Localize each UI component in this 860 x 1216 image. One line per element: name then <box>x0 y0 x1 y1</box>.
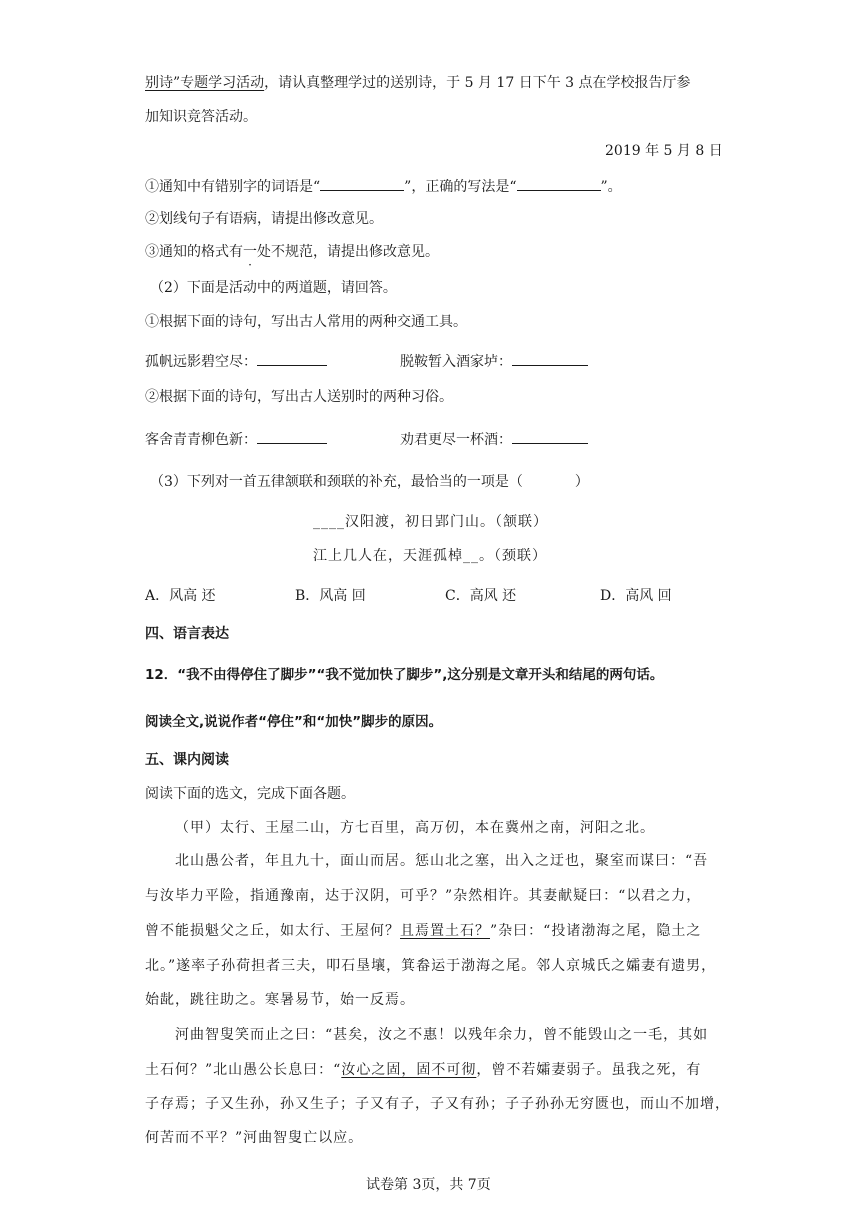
emphasis-dot-char: 一 <box>243 244 257 260</box>
section-5-title: 五、课内阅读 <box>145 752 229 768</box>
notice-date: 2019 年 5 月 8 日 <box>605 143 723 159</box>
q1-item-a: ①通知中有错别字的词语是“ ”，正确的写法是“ ”。 <box>145 176 622 196</box>
notice-line-1: 别诗”专题学习活动，请认真整理学过的送别诗，于 5 月 17 日下午 3 点在学校报告厅参 <box>145 75 691 91</box>
verse-line-1: ____汉阳渡，初日郢门山。（颔联） <box>313 514 548 530</box>
passage-p2-line4: 北。”遂率子孙荷担者三夫，叩石垦壤，箕畚运于渤海之尾。邻人京城氏之孀妻有遗男， <box>145 958 717 974</box>
passage-p2-line3: 曾不能损魁父之丘，如太行、王屋何？且焉置土石？”杂曰：“投诸渤海之尾，隐土之 <box>145 923 702 939</box>
underlined-sentence: 且焉置土石？ <box>400 923 490 939</box>
answer-blank[interactable] <box>512 429 588 444</box>
underlined-activity: 别诗”专题学习活动 <box>145 75 265 91</box>
q12-line-1: 12．“我不由得停住了脚步”“我不觉加快了脚步”,这分别是文章开头和结尾的两句话。 <box>145 667 664 683</box>
passage-p2-line2: 与汝毕力平险，指通豫南，达于汉阴，可乎？”杂然相许。其妻献疑曰：“以君之力， <box>145 888 702 904</box>
answer-blank[interactable] <box>320 176 404 191</box>
q12-line-2: 阅读全文,说说作者“停住”和“加快”脚步的原因。 <box>145 714 443 730</box>
notice-line-2: 加知识竞答活动。 <box>145 109 257 125</box>
passage-p2-line5: 始龀，跳往助之。寒暑易节，始一反焉。 <box>145 992 415 1008</box>
answer-blank[interactable] <box>512 351 588 366</box>
answer-blank[interactable] <box>517 176 601 191</box>
passage-p3-line3: 子存焉；子又生孙，孙又生子；子又有子，子又有孙；子子孙孙无穷匮也，而山不加增， <box>145 1096 730 1112</box>
answer-blank[interactable] <box>257 351 327 366</box>
page-footer: 试卷第 3页，共 7页 <box>366 1177 491 1193</box>
verse-line-2: 江上几人在，天涯孤棹__。（颈联） <box>313 548 547 564</box>
q3-heading: （3）下列对一首五律颔联和颈联的补充，最恰当的一项是（ ） <box>150 474 589 490</box>
passage-p2-line1: 北山愚公者，年且九十，面山而居。惩山北之塞，出入之迂也，聚室而谋曰：“吾 <box>175 853 709 869</box>
q1-item-c: ③通知的格式有一处不规范，请提出修改意见。 <box>145 244 439 260</box>
q1-item-b: ②划线句子有语病，请提出修改意见。 <box>145 211 383 227</box>
poem-line-2b: 劝君更尽一杯酒： <box>400 429 588 449</box>
option-b[interactable]: B．风高 回 <box>295 588 366 604</box>
passage-p3-line4: 何苦而不平？”河曲智叟亡以应。 <box>145 1130 364 1146</box>
poem-line-1a: 孤帆远影碧空尽： <box>145 351 327 371</box>
poem-line-2a: 客舍青青柳色新： <box>145 429 327 449</box>
section-5-intro: 阅读下面的选文，完成下面各题。 <box>145 786 355 802</box>
passage-p3-line2: 土石何？”北山愚公长息曰：“汝心之固，固不可彻，曾不若孀妻弱子。虽我之死，有 <box>145 1062 702 1078</box>
passage-p1: （甲）太行、王屋二山，方七百里，高万仞，本在冀州之南，河阳之北。 <box>175 820 655 836</box>
answer-blank[interactable] <box>257 429 327 444</box>
option-a[interactable]: A．风高 还 <box>145 588 216 604</box>
section-4-title: 四、语言表达 <box>145 626 229 642</box>
option-d[interactable]: D．高风 回 <box>600 588 672 604</box>
poem-line-1b: 脱鞍暂入酒家垆： <box>400 351 588 371</box>
q2-heading: （2）下面是活动中的两道题，请回答。 <box>150 280 397 296</box>
q2-sub2: ②根据下面的诗句，写出古人送别时的两种习俗。 <box>145 389 453 405</box>
q2-sub1: ①根据下面的诗句，写出古人常用的两种交通工具。 <box>145 314 467 330</box>
passage-p3-line1: 河曲智叟笑而止之曰：“甚矣，汝之不惠！以残年余力，曾不能毁山之一毛，其如 <box>175 1027 709 1043</box>
underlined-sentence: 汝心之固，固不可彻 <box>341 1062 477 1078</box>
option-c[interactable]: C．高风 还 <box>445 588 517 604</box>
